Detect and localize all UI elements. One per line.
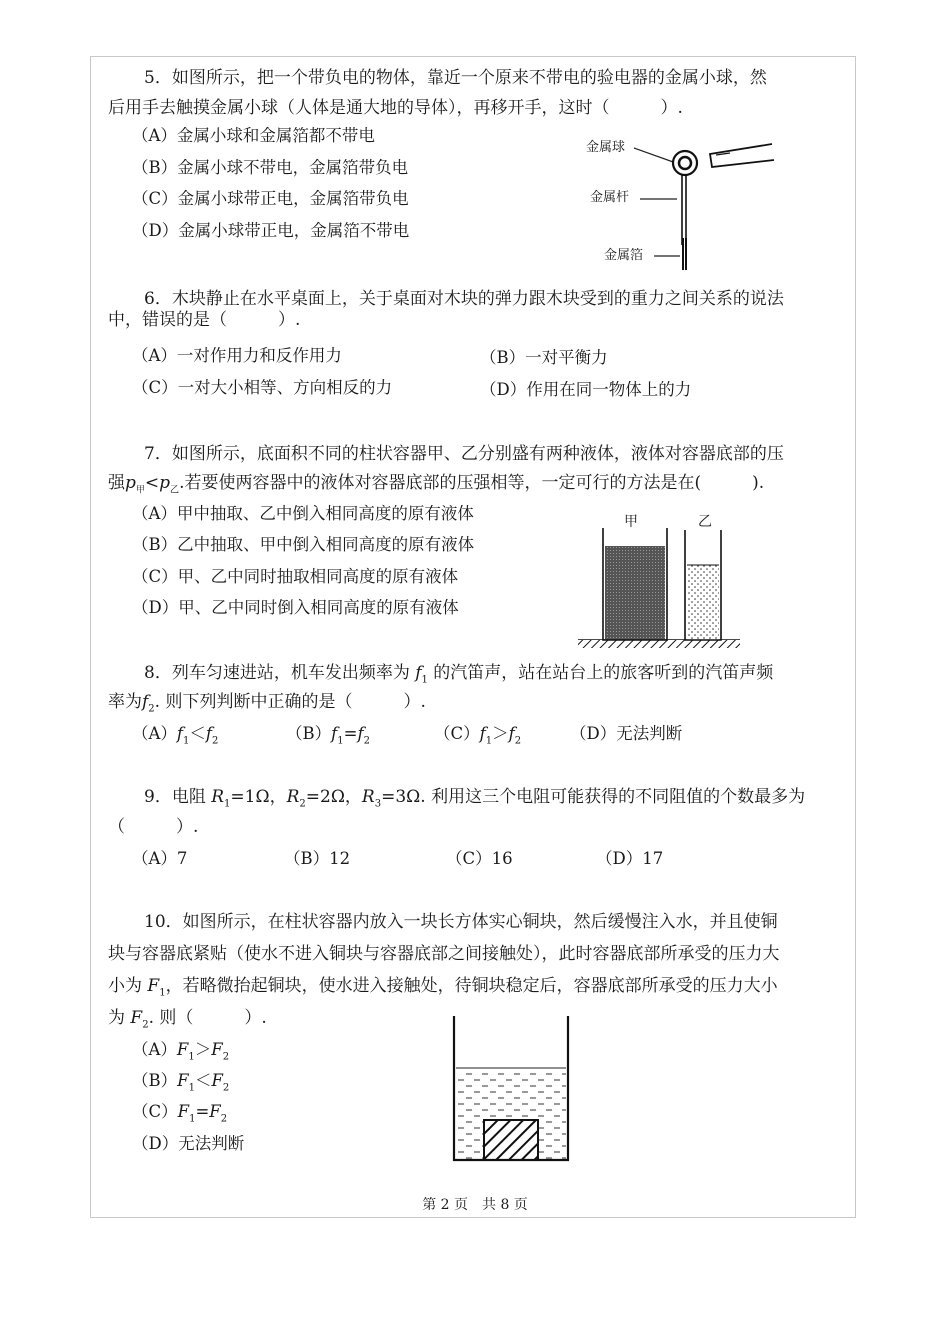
q7-symbol-p2: p [159, 473, 171, 493]
q5-option-d[interactable]: （D）金属小球带正电，金属箔不带电 [132, 221, 410, 240]
q10-b-f1: F [177, 1071, 189, 1090]
q7-line2 [108, 471, 764, 502]
q10-c-sub2: 2 [220, 1113, 228, 1125]
q10-option-d[interactable]: （D）无法判断 [132, 1134, 245, 1153]
q5-option-a[interactable]: （A）金属小球和金属箔都不带电 [132, 126, 375, 145]
q5-option-b[interactable]: （B）金属小球不带电，金属箔带负电 [132, 158, 409, 177]
q9-sub1: 1 [224, 798, 231, 810]
q10-line4-start: 为 [108, 1008, 131, 1028]
q9-line1 [144, 785, 805, 816]
q8-b-sub1: 1 [337, 735, 344, 747]
q9-line2: （ ）. [108, 817, 199, 837]
q8-option-d[interactable]: （D）无法判断 [570, 724, 683, 743]
q8-b-f: f [331, 724, 338, 743]
q10-symbol-f1: F [147, 976, 160, 996]
q10-a-f2: F [211, 1040, 223, 1059]
q6-option-d[interactable]: （D）作用在同一物体上的力 [480, 380, 692, 399]
q9-sub3: 3 [374, 798, 382, 810]
q8-symbol-f1: f [415, 663, 422, 683]
q8-line2-end: . 则下列判断中正确的是（ ）. [154, 692, 426, 712]
q10-b-sub2: 2 [222, 1082, 230, 1094]
label-metal-rod: 金属杆 [590, 190, 630, 205]
q7-option-d[interactable]: （D）甲、乙中同时倒入相同高度的原有液体 [132, 598, 459, 617]
q8-symbol-f2: f [142, 692, 149, 712]
q8-b-sub2: 2 [363, 735, 370, 747]
q8-a-sub1: 1 [183, 735, 190, 747]
q8-option-a-label: （A） [132, 724, 177, 743]
q8-a-f2: f [205, 724, 213, 743]
q10-c-f1: F [177, 1102, 190, 1121]
q8-option-b[interactable] [286, 722, 370, 753]
q8-c-f2: f [508, 724, 515, 743]
q10-line4 [108, 1006, 267, 1037]
q7-sub-jia: 甲 [135, 485, 145, 496]
q8-c-sub2: 2 [514, 735, 522, 747]
q10-b-sub1: 1 [188, 1082, 195, 1094]
q8-line2-start: 率为 [108, 692, 142, 712]
q7-option-c[interactable]: （C）甲、乙中同时抽取相同高度的原有液体 [132, 567, 459, 586]
q8-line1-end: 的汽笛声，站在站台上的旅客听到的汽笛声频 [427, 663, 774, 683]
q10-line2: 块与容器底紧贴（使水不进入铜块与容器底部之间接触处），此时容器底部所承受的压力大 [108, 944, 780, 964]
q7-option-b[interactable]: （B）乙中抽取、甲中倒入相同高度的原有液体 [132, 535, 475, 554]
q7-sub-yi: 乙 [170, 485, 180, 496]
q8-a-f: f [176, 724, 184, 743]
q10-line4-end: . 则（ ）. [148, 1008, 267, 1028]
q5-line2: 后用手去触摸金属小球（人体是通大地的导体），再移开手，这时（ ）. [108, 98, 683, 118]
q10-option-a[interactable] [132, 1038, 229, 1069]
q10-a-op: ＞ [194, 1040, 212, 1059]
q9-option-b[interactable]: （B）12 [284, 849, 351, 868]
q10-symbol-f2: F [130, 1008, 143, 1028]
q10-a-sub1: 1 [188, 1051, 195, 1063]
q10-line1: 10．如图所示，在柱状容器内放入一块长方体实心铜块，然后缓慢注入水，并且使铜 [144, 912, 778, 932]
q5-line1: 5．如图所示，把一个带负电的物体，靠近一个原来不带电的验电器的金属小球，然 [144, 68, 767, 88]
q8-option-b-label: （B） [286, 724, 332, 743]
q9-symbol-r3: R [361, 787, 375, 807]
q8-line2 [108, 690, 426, 721]
q8-sub-1: 1 [421, 674, 428, 686]
q10-b-op: ＜ [194, 1071, 212, 1090]
q8-a-sub2: 2 [212, 735, 219, 747]
q10-line3-end: ，若略微抬起铜块，使水进入接触处，待铜块稳定后，容器底部所承受的压力大小 [165, 976, 778, 996]
q10-c-sub1: 1 [189, 1113, 196, 1125]
q9-line1-start: 9．电阻 [144, 787, 212, 807]
q9-line1-end: 利用这三个电阻可能获得的不同阻值的个数最多为 [425, 787, 806, 807]
q7-symbol-p1: p [125, 473, 136, 493]
q10-b-f2: F [211, 1071, 223, 1090]
q10-option-c-label: （C） [132, 1102, 178, 1121]
q8-line1 [144, 661, 773, 692]
q10-a-sub2: 2 [222, 1051, 230, 1063]
q9-option-d[interactable]: （D）17 [596, 849, 664, 868]
q8-option-c-label: （C） [434, 724, 480, 743]
q10-line3 [108, 974, 778, 1005]
q10-option-a-label: （A） [132, 1040, 177, 1059]
q10-c-f2: F [209, 1102, 221, 1121]
label-metal-ball: 金属球 [586, 140, 626, 155]
q8-a-op: ＜ [189, 724, 206, 743]
q10-sub1: 1 [159, 987, 166, 999]
q10-option-b-label: （B） [132, 1071, 178, 1090]
page-footer: 第 2 页 共 8 页 [422, 1197, 528, 1213]
q7-option-a[interactable]: （A）甲中抽取、乙中倒入相同高度的原有液体 [132, 504, 474, 523]
q7-less-than: < [144, 473, 160, 493]
q10-option-b[interactable] [132, 1069, 229, 1100]
q9-r3-value: =3Ω. [381, 787, 426, 807]
q8-c-op: ＞ [492, 724, 509, 743]
q10-option-c[interactable] [132, 1100, 227, 1131]
q9-symbol-r1: R [211, 787, 225, 807]
q10-sub2: 2 [142, 1019, 149, 1031]
q8-sub-2: 2 [148, 703, 155, 715]
q9-sub2: 2 [299, 798, 306, 810]
q8-c-sub1: 1 [485, 735, 493, 747]
q6-line2: 中，错误的是（ ）. [108, 310, 301, 330]
q7-line1: 7．如图所示，底面积不同的柱状容器甲、乙分别盛有两种液体，液体对容器底部的压 [144, 444, 784, 464]
q9-option-a[interactable]: （A）7 [132, 849, 188, 868]
q9-symbol-r2: R [286, 787, 300, 807]
q8-option-a[interactable] [132, 722, 218, 753]
label-container-yi: 乙 [698, 514, 712, 530]
label-metal-foil: 金属箔 [604, 248, 644, 263]
q8-b-op: = [343, 724, 358, 743]
q6-option-c[interactable]: （C）一对大小相等、方向相反的力 [132, 378, 393, 397]
q8-b-f2: f [357, 724, 364, 743]
q8-line1-start: 8．列车匀速进站，机车发出频率为 [144, 663, 416, 683]
q9-r1-value: =1Ω， [230, 787, 287, 807]
q6-option-b[interactable]: （B）一对平衡力 [480, 348, 608, 367]
q8-option-c[interactable] [434, 722, 521, 753]
q10-line3-start: 小为 [108, 976, 148, 996]
q9-r2-value: =2Ω， [305, 787, 362, 807]
q8-c-f: f [479, 724, 486, 743]
q10-a-f1: F [176, 1040, 189, 1059]
q10-c-op: = [195, 1102, 210, 1121]
q7-line2-start: 强 [108, 473, 125, 493]
q6-option-a[interactable]: （A）一对作用力和反作用力 [132, 346, 342, 365]
q6-line1: 6．木块静止在水平桌面上，关于桌面对木块的弹力跟木块受到的重力之间关系的说法 [144, 289, 784, 309]
q5-option-c[interactable]: （C）金属小球带正电，金属箔带负电 [132, 189, 409, 208]
q7-line2-end: .若要使两容器中的液体对容器底部的压强相等，一定可行的方法是在( ). [179, 473, 765, 493]
q9-option-c[interactable]: （C）16 [446, 849, 513, 868]
label-container-jia: 甲 [624, 514, 638, 530]
